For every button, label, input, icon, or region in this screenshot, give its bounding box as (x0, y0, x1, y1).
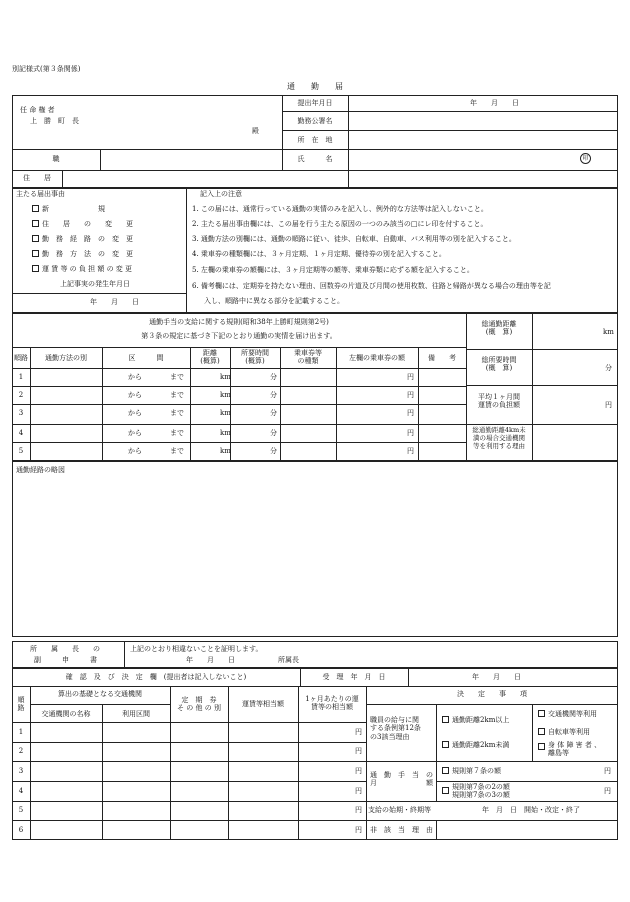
row-to: まで (170, 373, 184, 381)
row-km: km (220, 409, 231, 417)
received-value[interactable]: 年 月 日 (472, 673, 521, 681)
total-distance-label: 総通勤距離 (概 算) (481, 320, 517, 337)
honorific: 殿 (252, 127, 259, 135)
start-value[interactable]: 年 月 日 開始・改定・終了 (482, 806, 580, 814)
certify-left-2: 副 申 書 (34, 656, 97, 664)
submit-date-label: 提出年月日 (297, 99, 333, 107)
confirm-row-yen: 円 (355, 787, 362, 795)
commute-title-1: 通勤手当の支給に関する規則(昭和38年上勝町規則第2号) (149, 318, 329, 326)
dist-over-option[interactable]: 通勤距離2km以上 (442, 716, 509, 724)
rule12-label: 職員の給与に関 する条例第12条 の3該当理由 (370, 716, 421, 741)
note-3: 3. 通勤方法の別欄には、通勤の順路に従い、徒歩、自転車、自動車、バス利用等の別を記入すること。 (192, 235, 516, 243)
confirm-heading: 確 認 及 び 決 定 欄 (提出者は記入しないこと) (65, 673, 247, 681)
commute-title-2: 第３条の規定に基づき下記のとおり通勤の実情を届け出ます。 (141, 332, 337, 340)
transit-option[interactable]: 交通機関等利用 (538, 710, 597, 718)
fare-label: 運賃等相当額 (242, 700, 284, 708)
row-from: から (128, 373, 142, 381)
form-id: 別記様式(第３条関係) (12, 65, 81, 73)
row-yen: 円 (407, 373, 414, 381)
address-label: 住 居 (23, 174, 51, 182)
amount-label: 通 勤 手 当 の 月 額 (370, 771, 433, 788)
reason-new[interactable]: 新 規 (32, 205, 105, 213)
appointer-label: 任 命 権 者 (20, 106, 55, 114)
row-to: まで (170, 409, 184, 417)
short-distance-label: 総通勤距離4km未 満の場合交通機関 等を利用する理由 (472, 426, 526, 450)
checkbox-icon[interactable] (538, 710, 545, 717)
total-distance-unit: km (603, 328, 614, 336)
certify-date[interactable]: 年 月 日 (186, 656, 235, 664)
confirm-row-yen: 円 (355, 747, 362, 755)
checkbox-icon[interactable] (32, 265, 39, 272)
car-option[interactable]: 自転車等利用 (538, 728, 590, 736)
confirm-row-no: 3 (18, 767, 24, 775)
submit-date-value[interactable]: 年 月 日 (470, 99, 519, 107)
note-2: 2. 主たる届出事由欄には、この届を行う主たる原因の一つのみ該当の□にレ印を付すること。 (192, 220, 488, 228)
monthly-fare-label: 平均１ヶ月間 運賃の負担額 (478, 393, 520, 410)
reason-route-change[interactable]: 勤 務 経 路 の 変 更 (32, 235, 133, 243)
col-time: 所要時間 (概算) (241, 349, 269, 366)
basis-label: 算出の基礎となる交通機関 (58, 690, 142, 698)
confirm-row-yen: 円 (355, 826, 362, 834)
route-map-label: 通勤経路の略図 (16, 466, 65, 474)
total-time-unit: 分 (605, 364, 612, 372)
row-from: から (128, 409, 142, 417)
row-no: 1 (18, 373, 24, 381)
confirm-monthly-label: 1ヶ月あたりの運 賃等の相当額 (305, 695, 359, 712)
certify-signer: 所属長 (278, 656, 299, 664)
row-yen: 円 (407, 429, 414, 437)
reason-fare-change[interactable]: 運 賃 等 の 負 担 額 の 変 更 (32, 265, 132, 273)
row-to: まで (170, 447, 184, 455)
name-label: 氏 名 (297, 155, 333, 163)
appointer-name: 上 勝 町 長 (30, 117, 79, 125)
section-label: 利用区間 (122, 710, 150, 718)
row-km: km (220, 429, 231, 437)
confirm-row-yen: 円 (355, 806, 362, 814)
dist-under-option[interactable]: 通勤距離2km未満 (442, 741, 509, 749)
row-km: km (220, 447, 231, 455)
col-remarks: 備 考 (428, 354, 456, 362)
certify-text: 上記のとおり相違ないことを証明します。 (130, 645, 263, 653)
checkbox-icon[interactable] (32, 220, 39, 227)
rule7-2-yen: 円 (604, 787, 611, 795)
checkbox-icon[interactable] (442, 741, 449, 748)
confirm-row-no: 2 (18, 747, 24, 755)
received-label: 受 理 年 月 日 (322, 673, 386, 681)
row-to: まで (170, 391, 184, 399)
checkbox-icon[interactable] (442, 787, 449, 794)
route-map-area[interactable] (12, 461, 618, 637)
position-label: 職 (52, 155, 60, 163)
confirm-row-yen: 円 (355, 728, 362, 736)
note-1: 1. この届には、通常行っている通勤の実情のみを記入し、例外的な方法等は記入しないこと。 (192, 205, 488, 213)
checkbox-icon[interactable] (32, 235, 39, 242)
total-time-label: 総所要時間 (概 算) (481, 356, 517, 373)
agency-label: 交通機関の名称 (41, 710, 91, 718)
row-yen: 円 (407, 391, 414, 399)
reasons-heading: 主たる届出事由 (16, 190, 65, 198)
monthly-fare-unit: 円 (605, 401, 612, 409)
rule7-option[interactable]: 規則第７条の額 (442, 767, 501, 775)
checkbox-icon[interactable] (442, 767, 449, 774)
row-from: から (128, 447, 142, 455)
note-6: 6. 備考欄には、定期券を持たない理由、回数券の片道及び月間の使用枚数、往路と帰路が異なる場合の理由等を記 (192, 282, 551, 290)
row-no: 4 (18, 429, 24, 437)
row-no: 5 (18, 447, 24, 455)
confirm-row-no: 5 (18, 806, 24, 814)
certify-left-1: 所 属 長 の (30, 645, 100, 653)
reason-address-change[interactable]: 住 居 の 変 更 (32, 220, 133, 228)
note-4: 4. 乗車券の種類欄には、３ヶ月定期、１ヶ月定期、優待券の別を記入すること。 (192, 250, 446, 258)
checkbox-icon[interactable] (32, 250, 39, 257)
disabled-option[interactable]: 身 体 障 害 者 、 離島等 (538, 741, 601, 758)
row-min: 分 (270, 391, 277, 399)
row-min: 分 (270, 409, 277, 417)
col-order: 順路 (14, 354, 28, 362)
row-no: 3 (18, 409, 24, 417)
office-label: 勤務公署名 (297, 117, 333, 125)
col-section: 区 間 (128, 354, 164, 362)
row-no: 2 (18, 391, 24, 399)
row-min: 分 (270, 373, 277, 381)
rule7-2-option[interactable]: 規則第7条の2の額 規則第7条の3の額 (442, 783, 510, 800)
checkbox-icon[interactable] (442, 716, 449, 723)
reason-method-change[interactable]: 勤 務 方 法 の 変 更 (32, 250, 133, 258)
pass-label: 定 期 券 そ の 他 の 別 (177, 696, 221, 713)
reject-label: 非 該 当 理 由 (370, 826, 433, 834)
seal-mark: 印 (580, 153, 591, 164)
col-ticket-amount: 左欄の乗車券の額 (349, 354, 405, 362)
checkbox-icon[interactable] (538, 743, 545, 750)
checkbox-icon[interactable] (538, 728, 545, 735)
note-6-cont: 入し、順路中に異なる部分を記載すること。 (204, 297, 344, 305)
note-5: 5. 左欄の乗車券の額欄には、３ヶ月定期等の額等、乗車券類に応ずる額を記入すること。 (192, 266, 474, 274)
certify-block (12, 641, 618, 668)
confirm-row-yen: 円 (355, 767, 362, 775)
row-min: 分 (270, 447, 277, 455)
confirm-row-no: 1 (18, 728, 24, 736)
row-yen: 円 (407, 409, 414, 417)
confirm-order-label: 順 路 (17, 696, 25, 713)
confirm-row-no: 4 (18, 787, 24, 795)
location-label: 所 在 地 (297, 136, 333, 144)
row-from: から (128, 429, 142, 437)
col-ticket: 乗車券等 の種類 (294, 349, 322, 366)
notes-heading: 記入上の注意 (200, 190, 242, 198)
row-km: km (220, 373, 231, 381)
row-yen: 円 (407, 447, 414, 455)
col-method: 通勤方法の別 (45, 354, 87, 362)
col-distance: 距離 (概算) (200, 349, 220, 366)
form-title: 通 勤 届 (287, 82, 343, 91)
row-to: まで (170, 429, 184, 437)
row-from: から (128, 391, 142, 399)
occurrence-label: 上記事実の発生年月日 (60, 280, 130, 288)
occurrence-date[interactable]: 年 月 日 (90, 298, 139, 306)
decision-heading: 決 定 事 項 (457, 690, 527, 698)
confirm-row-no: 6 (18, 826, 24, 834)
checkbox-icon[interactable] (32, 205, 39, 212)
start-label: 支給の始期・終期等 (368, 806, 431, 814)
row-min: 分 (270, 429, 277, 437)
rule7-yen: 円 (604, 767, 611, 775)
row-km: km (220, 391, 231, 399)
